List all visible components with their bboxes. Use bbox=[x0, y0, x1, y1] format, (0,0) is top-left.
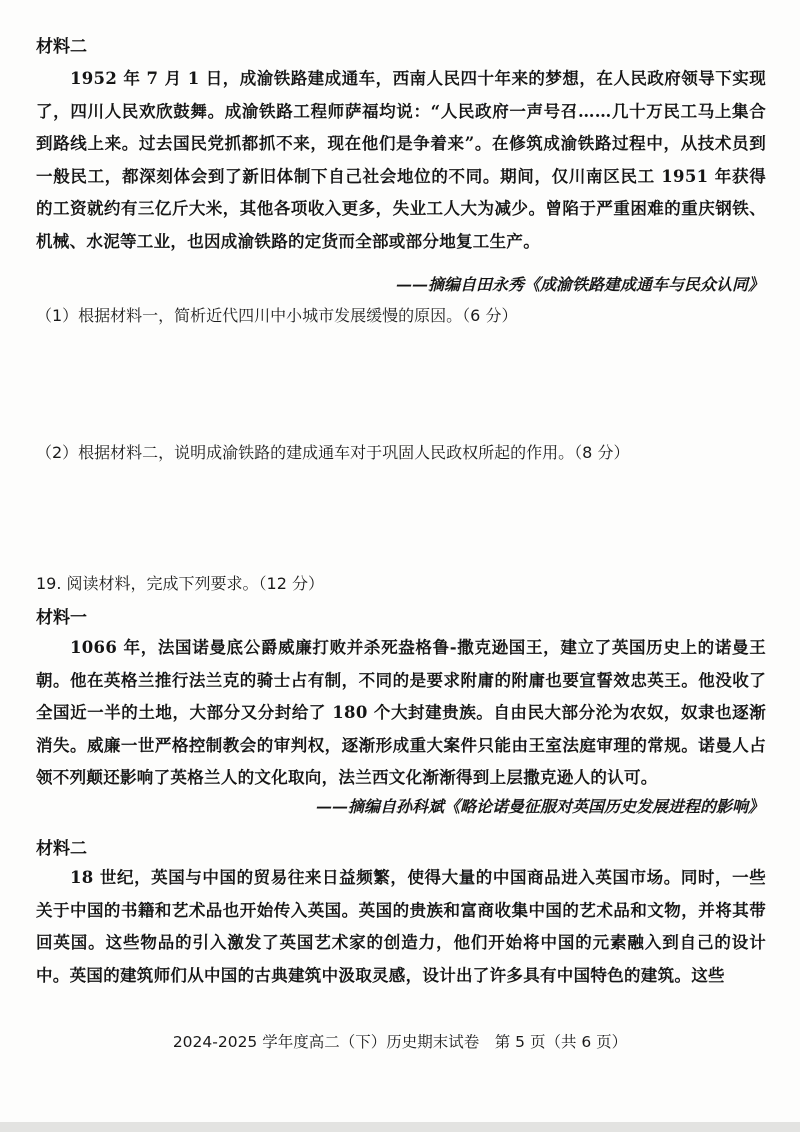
material1-paragraph bbox=[36, 632, 766, 795]
material1-heading: 材料一 bbox=[36, 608, 87, 628]
question-2: （2）根据材料二，说明成渝铁路的建成通车对于巩固人民政权所起的作用。（8 分） bbox=[36, 443, 630, 462]
material1-text: 1066 年，法国诺曼底公爵威廉打败并杀死盎格鲁-撒克逊国王，建立了英国历史上的诺曼王朝。他在英格兰推行法兰克的骑士占有制，不同的是要求附庸的附庸也要宣誓效忠英王。他没收了全国近一半的土地，大部分又分封给了 180 个大封建贵族。自由民大部分沦为农奴，奴隶也逐渐消失。威廉一世严格控制教会的审判权，逐渐形成重大案件只能由王室法庭审理的常规。诺曼人占领不列颠还影响了英格兰人的文化取向，法兰西文化渐渐得到上层撒克逊人的认可。 bbox=[36, 638, 766, 787]
question-19-title: 19. 阅读材料，完成下列要求。（12 分） bbox=[36, 574, 324, 593]
page-footer: 2024-2025 学年度高二（下）历史期末试卷 第 5 页（共 6 页） bbox=[172, 1033, 628, 1051]
material2-paragraph bbox=[36, 63, 766, 258]
material2-source: ——摘编自田永秀《成渝铁路建成通车与民众认同》 bbox=[395, 275, 764, 294]
page-bottom-edge bbox=[0, 1122, 800, 1132]
material2b-text: 18 世纪，英国与中国的贸易往来日益频繁，使得大量的中国商品进入英国市场。同时，一些关于中国的书籍和艺术品也开始传入英国。英国的贵族和富商收集中国的艺术品和文物，并将其带回英国。这些物品的引入激发了英国艺术家的创造力，他们开始将中国的元素融入到自己的设计中。英国的建筑师们从中国的古典建筑中汲取灵感，设计出了许多具有中国特色的建筑。这些 bbox=[36, 868, 766, 985]
material2b-heading: 材料二 bbox=[36, 839, 87, 859]
material2-heading: 材料二 bbox=[36, 37, 87, 57]
material1-source: ——摘编自孙科斌《略论诺曼征服对英国历史发展进程的影响》 bbox=[315, 797, 764, 816]
material2-text: 1952 年 7 月 1 日，成渝铁路建成通车，西南人民四十年来的梦想，在人民政府领导下实现了，四川人民欢欣鼓舞。成渝铁路工程师萨福均说：“人民政府一声号召……几十万民工马上集合到路线上来。过去国民党抓都抓不来，现在他们是争着来”。在修筑成渝铁路过程中，从技术员到一般民工，都深刻体会到了新旧体制下自己社会地位的不同。期间，仅川南区民工 1951 年获得的工资就约有三亿斤大米，其他各项收入更多，失业工人大为减少。曾陷于严重困难的重庆钢铁、机械、水泥等工业，也因成渝铁路的定货而全部或部分地复工生产。 bbox=[36, 69, 766, 251]
question-1: （1）根据材料一，简析近代四川中小城市发展缓慢的原因。（6 分） bbox=[36, 306, 518, 325]
material2b-paragraph bbox=[36, 862, 766, 992]
